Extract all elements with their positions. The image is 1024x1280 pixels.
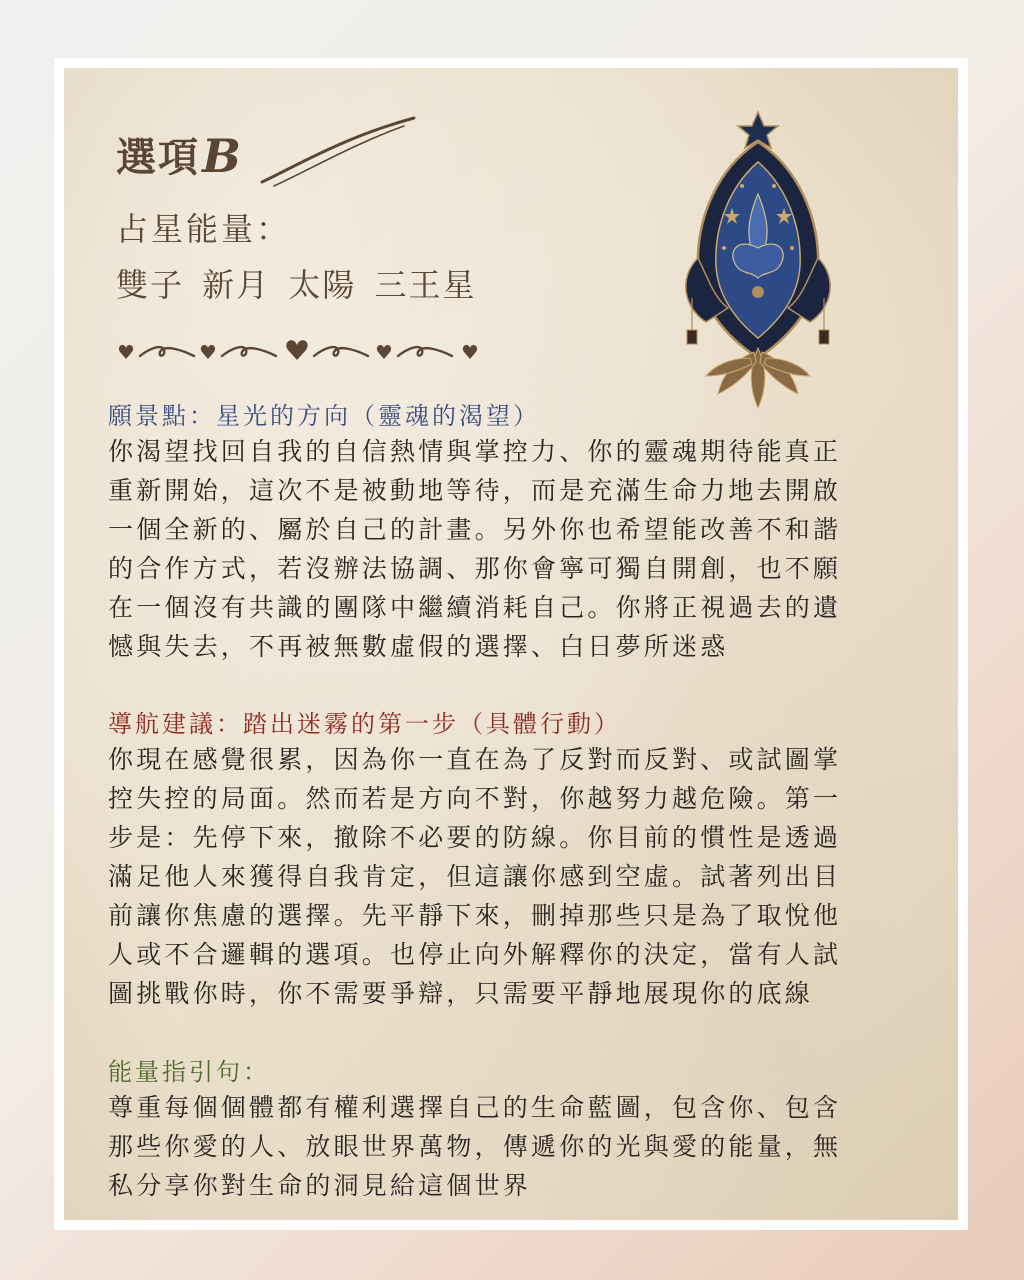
title-letter: B [202, 129, 241, 183]
body-line: 你渴望找回自我的自信熱情與掌控力、你的靈魂期待能真正 [108, 437, 842, 466]
body-line: 步是：先停下來，撤除不必要的防線。你目前的慣性是透過 [108, 823, 842, 852]
body-line: 憾與失去，不再被無數虛假的選擇、白日夢所迷惑 [108, 632, 729, 661]
body-line: 前讓你焦慮的選擇。先平靜下來，刪掉那些只是為了取悅他 [108, 901, 842, 930]
pen-swoosh-icon [254, 112, 424, 192]
body-line: 重新開始，這次不是被動地等待，而是充滿生命力地去開啟 [108, 476, 842, 505]
parchment-card [64, 68, 958, 1220]
body-line: 那些你愛的人、放眼世界萬物，傳遞你的光與愛的能量，無 [108, 1132, 842, 1161]
astro-items: 雙子 新月 太陽 三王星 [116, 266, 477, 304]
body-line: 私分享你對生命的洞見給這個世界 [108, 1171, 532, 1200]
heart-swirl-divider-icon [112, 330, 492, 370]
body-line: 尊重每個個體都有權利選擇自己的生命藍圖，包含你、包含 [108, 1093, 842, 1122]
body-line: 在一個沒有共識的團隊中繼續消耗自己。你將正視過去的遺 [108, 593, 842, 622]
section-heading-navigation: 導航建議：踏出迷霧的第一步（具體行動） [108, 710, 621, 738]
title-row [116, 126, 241, 183]
white-photo-frame [54, 58, 968, 1230]
section-heading-guidance: 能量指引句： [108, 1058, 270, 1086]
page-title: 選項 [116, 135, 200, 181]
body-line: 的合作方式，若沒辦法協調、那你會寧可獨自開創，也不願 [108, 554, 842, 583]
section-body-guidance [108, 1088, 928, 1205]
gothic-lantern-ornament-icon [678, 108, 838, 418]
body-line: 一個全新的、屬於自己的計畫。另外你也希望能改善不和諧 [108, 515, 842, 544]
section-body-vision [108, 432, 928, 666]
astro-subtitle: 占星能量： [116, 210, 292, 248]
body-line: 滿足他人來獲得自我肯定，但這讓你感到空虛。試著列出目 [108, 862, 842, 891]
body-line: 你現在感覺很累，因為你一直在為了反對而反對、或試圖掌 [108, 745, 842, 774]
section-heading-vision: 願景點：星光的方向（靈魂的渴望） [108, 402, 540, 430]
body-line: 控失控的局面。然而若是方向不對，你越努力越危險。第一 [108, 784, 842, 813]
body-line: 人或不合邏輯的選項。也停止向外解釋你的決定，當有人試 [108, 940, 842, 969]
section-body-navigation [108, 740, 928, 1013]
body-line: 圖挑戰你時，你不需要爭辯，只需要平靜地展現你的底線 [108, 979, 814, 1008]
